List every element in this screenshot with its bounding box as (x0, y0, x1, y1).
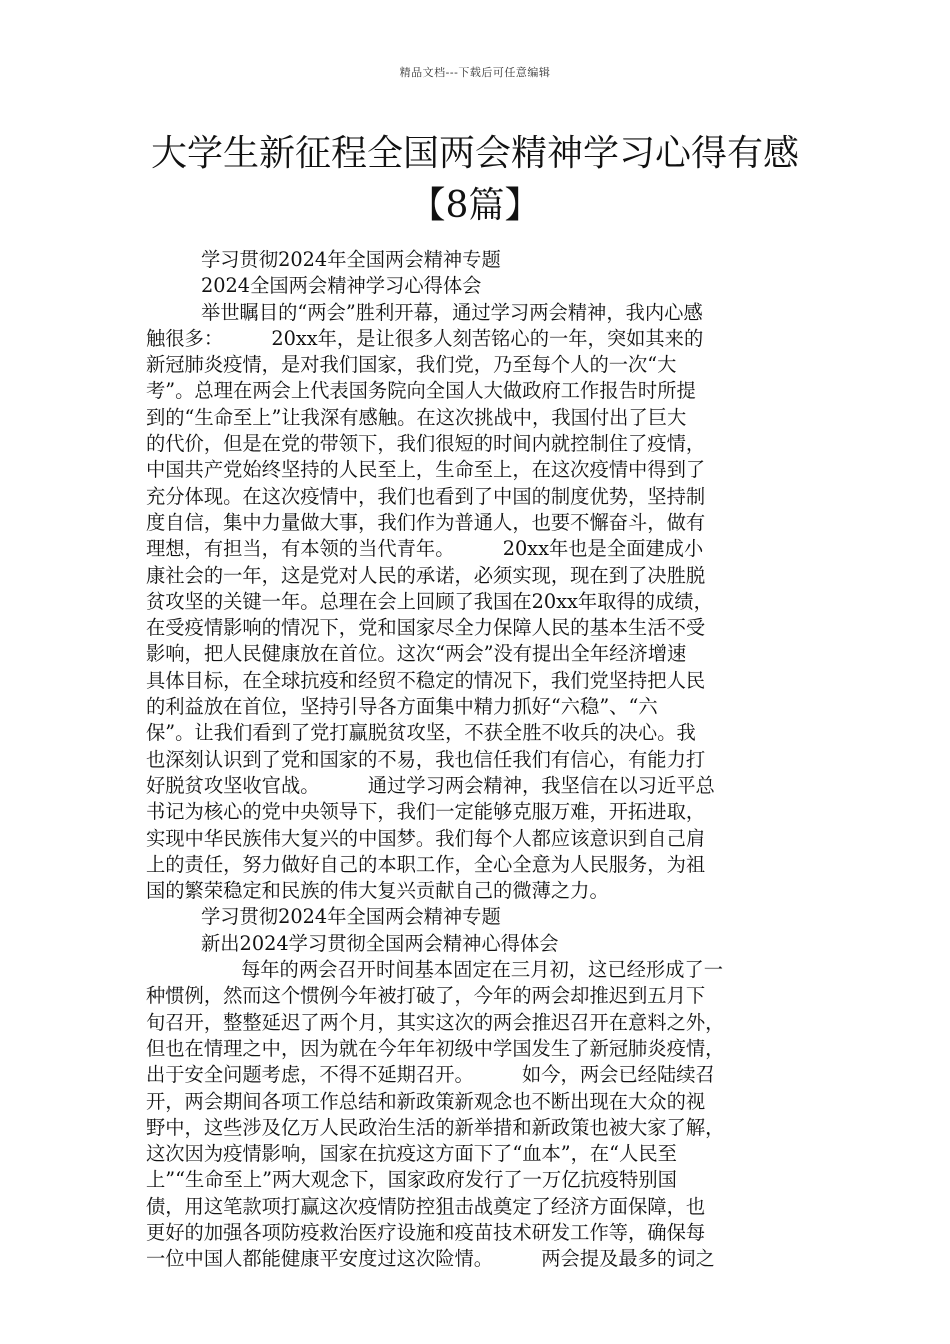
body-line: 种惯例，然而这个惯例今年被打破了，今年的两会却推迟到五月下 (146, 984, 706, 1008)
body-line: 每年的两会召开时间基本固定在三月初，这已经形成了一 (241, 958, 724, 982)
body-line: 书记为核心的党中央领导下，我们一定能够克服万难，开拓进取， (146, 800, 706, 824)
body-line: 贫攻坚的关键一年。总理在会上回顾了我国在20xx年取得的成绩， (146, 589, 713, 613)
body-line: 野中，这些涉及亿万人民政治生活的新举措和新政策也被大家了解， (146, 1115, 725, 1139)
body-line: 理想，有担当，有本领的当代青年。 20xx年也是全面建成小 (146, 537, 704, 561)
body-line: 一位中国人都能健康平安度过这次险情。 两会提及最多的词之 (146, 1247, 715, 1271)
title-line-2: 【8篇】 (409, 185, 541, 226)
body-line: 充分体现。在这次疫情中，我们也看到了中国的制度优势，坚持制 (146, 484, 706, 508)
body-line: 国的繁荣稳定和民族的伟大复兴贡献自己的微薄之力。 (146, 879, 609, 903)
body-line: 的代价，但是在党的带领下，我们很短的时间内就控制住了疫情， (146, 432, 706, 456)
body-line: 度自信，集中力量做大事，我们作为普通人，也要不懈奋斗，做有 (146, 510, 706, 534)
body-line: 具体目标，在全球抗疫和经贸不稳定的情况下，我们党坚持把人民 (146, 668, 706, 692)
section-heading-line: 2024全国两会精神学习心得体会 (201, 274, 482, 298)
body-line: 这次因为疫情影响，国家在抗疫这方面下了“血本”，在“人民至 (146, 1142, 677, 1166)
body-line: 债，用这笔款项打赢这次疫情防控狙击战奠定了经济方面保障，也 (146, 1194, 706, 1218)
body-line: 保”。让我们看到了党打赢脱贫攻坚，不获全胜不收兵的决心。我 (146, 721, 696, 745)
body-line: 的利益放在首位，坚持引导各方面集中精力抓好“六稳”、“六 (146, 695, 658, 719)
body-line: 考”。总理在两会上代表国务院向全国人大做政府工作报告时所提 (146, 379, 696, 403)
body-line: 旬召开，整整延迟了两个月，其实这次的两会推迟召开在意料之外， (146, 1010, 725, 1034)
body-line: 影响，把人民健康放在首位。这次“两会”没有提出全年经济增速 (146, 642, 687, 666)
body-line: 中国共产党始终坚持的人民至上，生命至上，在这次疫情中得到了 (146, 458, 706, 482)
body-line: 康社会的一年，这是党对人民的承诺，必须实现，现在到了决胜脱 (146, 563, 706, 587)
body-line: 开，两会期间各项工作总结和新政策新观念也不断出现在大众的视 (146, 1089, 706, 1113)
body-line: 举世瞩目的“两会”胜利开幕，通过学习两会精神，我内心感 (201, 300, 703, 324)
header-note: 精品文档---下载后可任意编辑 (399, 66, 551, 79)
body-line: 但也在情理之中，因为就在今年年初级中学国发生了新冠肺炎疫情， (146, 1036, 725, 1060)
section-heading-line: 学习贯彻2024年全国两会精神专题 (201, 905, 501, 929)
body-line: 上的责任，努力做好自己的本职工作，全心全意为人民服务，为祖 (146, 852, 706, 876)
title-line-1: 大学生新征程全国两会精神学习心得有感 (150, 133, 799, 174)
body-line: 更好的加强各项防疫救治医疗设施和疫苗技术研发工作等，确保每 (146, 1220, 706, 1244)
body-line: 触很多： 20xx年，是让很多人刻苦铭心的一年，突如其来的 (146, 326, 704, 350)
body-text (146, 247, 810, 1273)
body-line: 好脱贫攻坚收官战。 通过学习两会精神，我坚信在以习近平总 (146, 773, 715, 797)
body-line: 上”“生命至上”两大观念下，国家政府发行了一万亿抗疫特别国 (146, 1168, 677, 1192)
body-line: 新冠肺炎疫情，是对我们国家，我们党，乃至每个人的一次“大 (146, 353, 677, 377)
body-line: 也深刻认识到了党和国家的不易，我也信任我们有信心，有能力打 (146, 747, 706, 771)
body-line: 实现中华民族伟大复兴的中国梦。我们每个人都应该意识到自己肩 (146, 826, 706, 850)
body-line: 在受疫情影响的情况下，党和国家尽全力保障人民的基本生活不受 (146, 616, 706, 640)
section-heading-line: 学习贯彻2024年全国两会精神专题 (201, 248, 501, 271)
body-line: 出于安全问题考虑，不得不延期召开。 如今，两会已经陆续召 (146, 1063, 715, 1087)
document-title (60, 128, 890, 232)
body-line: 到的“生命至上”让我深有感触。在这次挑战中，我国付出了巨大 (146, 405, 687, 429)
section-heading-line: 新出2024学习贯彻全国两会精神心得体会 (201, 931, 559, 955)
